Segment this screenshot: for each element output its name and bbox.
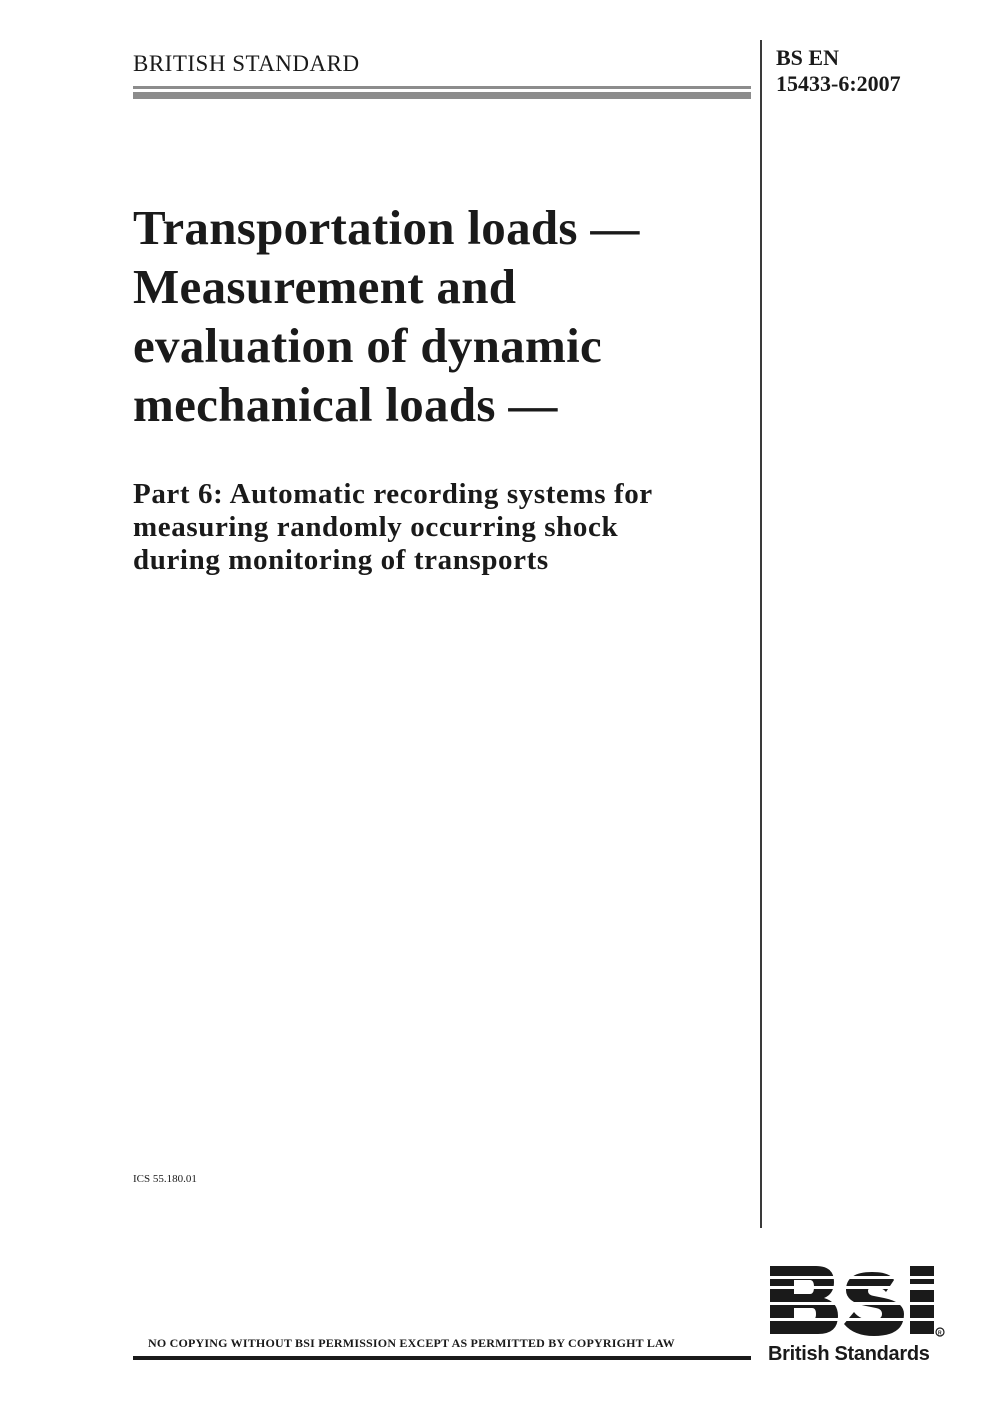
vertical-divider: [760, 40, 762, 1228]
bsi-logo-caption: British Standards: [768, 1343, 930, 1365]
subtitle-line: during monitoring of transports: [133, 544, 549, 576]
copyright-notice: NO COPYING WITHOUT BSI PERMISSION EXCEPT AS PERMITTED BY COPYRIGHT LAW: [148, 1336, 675, 1350]
title-line: Measurement and: [133, 259, 517, 314]
document-type-label: BRITISH STANDARD: [133, 51, 360, 76]
title-line: evaluation of dynamic: [133, 318, 603, 373]
header-rule-thick: [133, 92, 751, 99]
ics-code: ICS 55.180.01: [133, 1173, 197, 1185]
header-rule-thin: [133, 86, 751, 89]
title-line: mechanical loads —: [133, 377, 558, 432]
subtitle-line: measuring randomly occurring shock: [133, 511, 619, 543]
document-title: [133, 198, 753, 434]
title-line: Transportation loads —: [133, 200, 640, 255]
standard-number-line: 15433-6:2007: [776, 71, 901, 96]
standard-number: [776, 45, 976, 97]
standard-number-line: BS EN: [776, 45, 839, 70]
subtitle-line: Part 6: Automatic recording systems for: [133, 478, 653, 510]
footer-rule: [133, 1356, 751, 1360]
document-subtitle: [133, 478, 753, 577]
svg-text:R: R: [938, 1330, 942, 1337]
